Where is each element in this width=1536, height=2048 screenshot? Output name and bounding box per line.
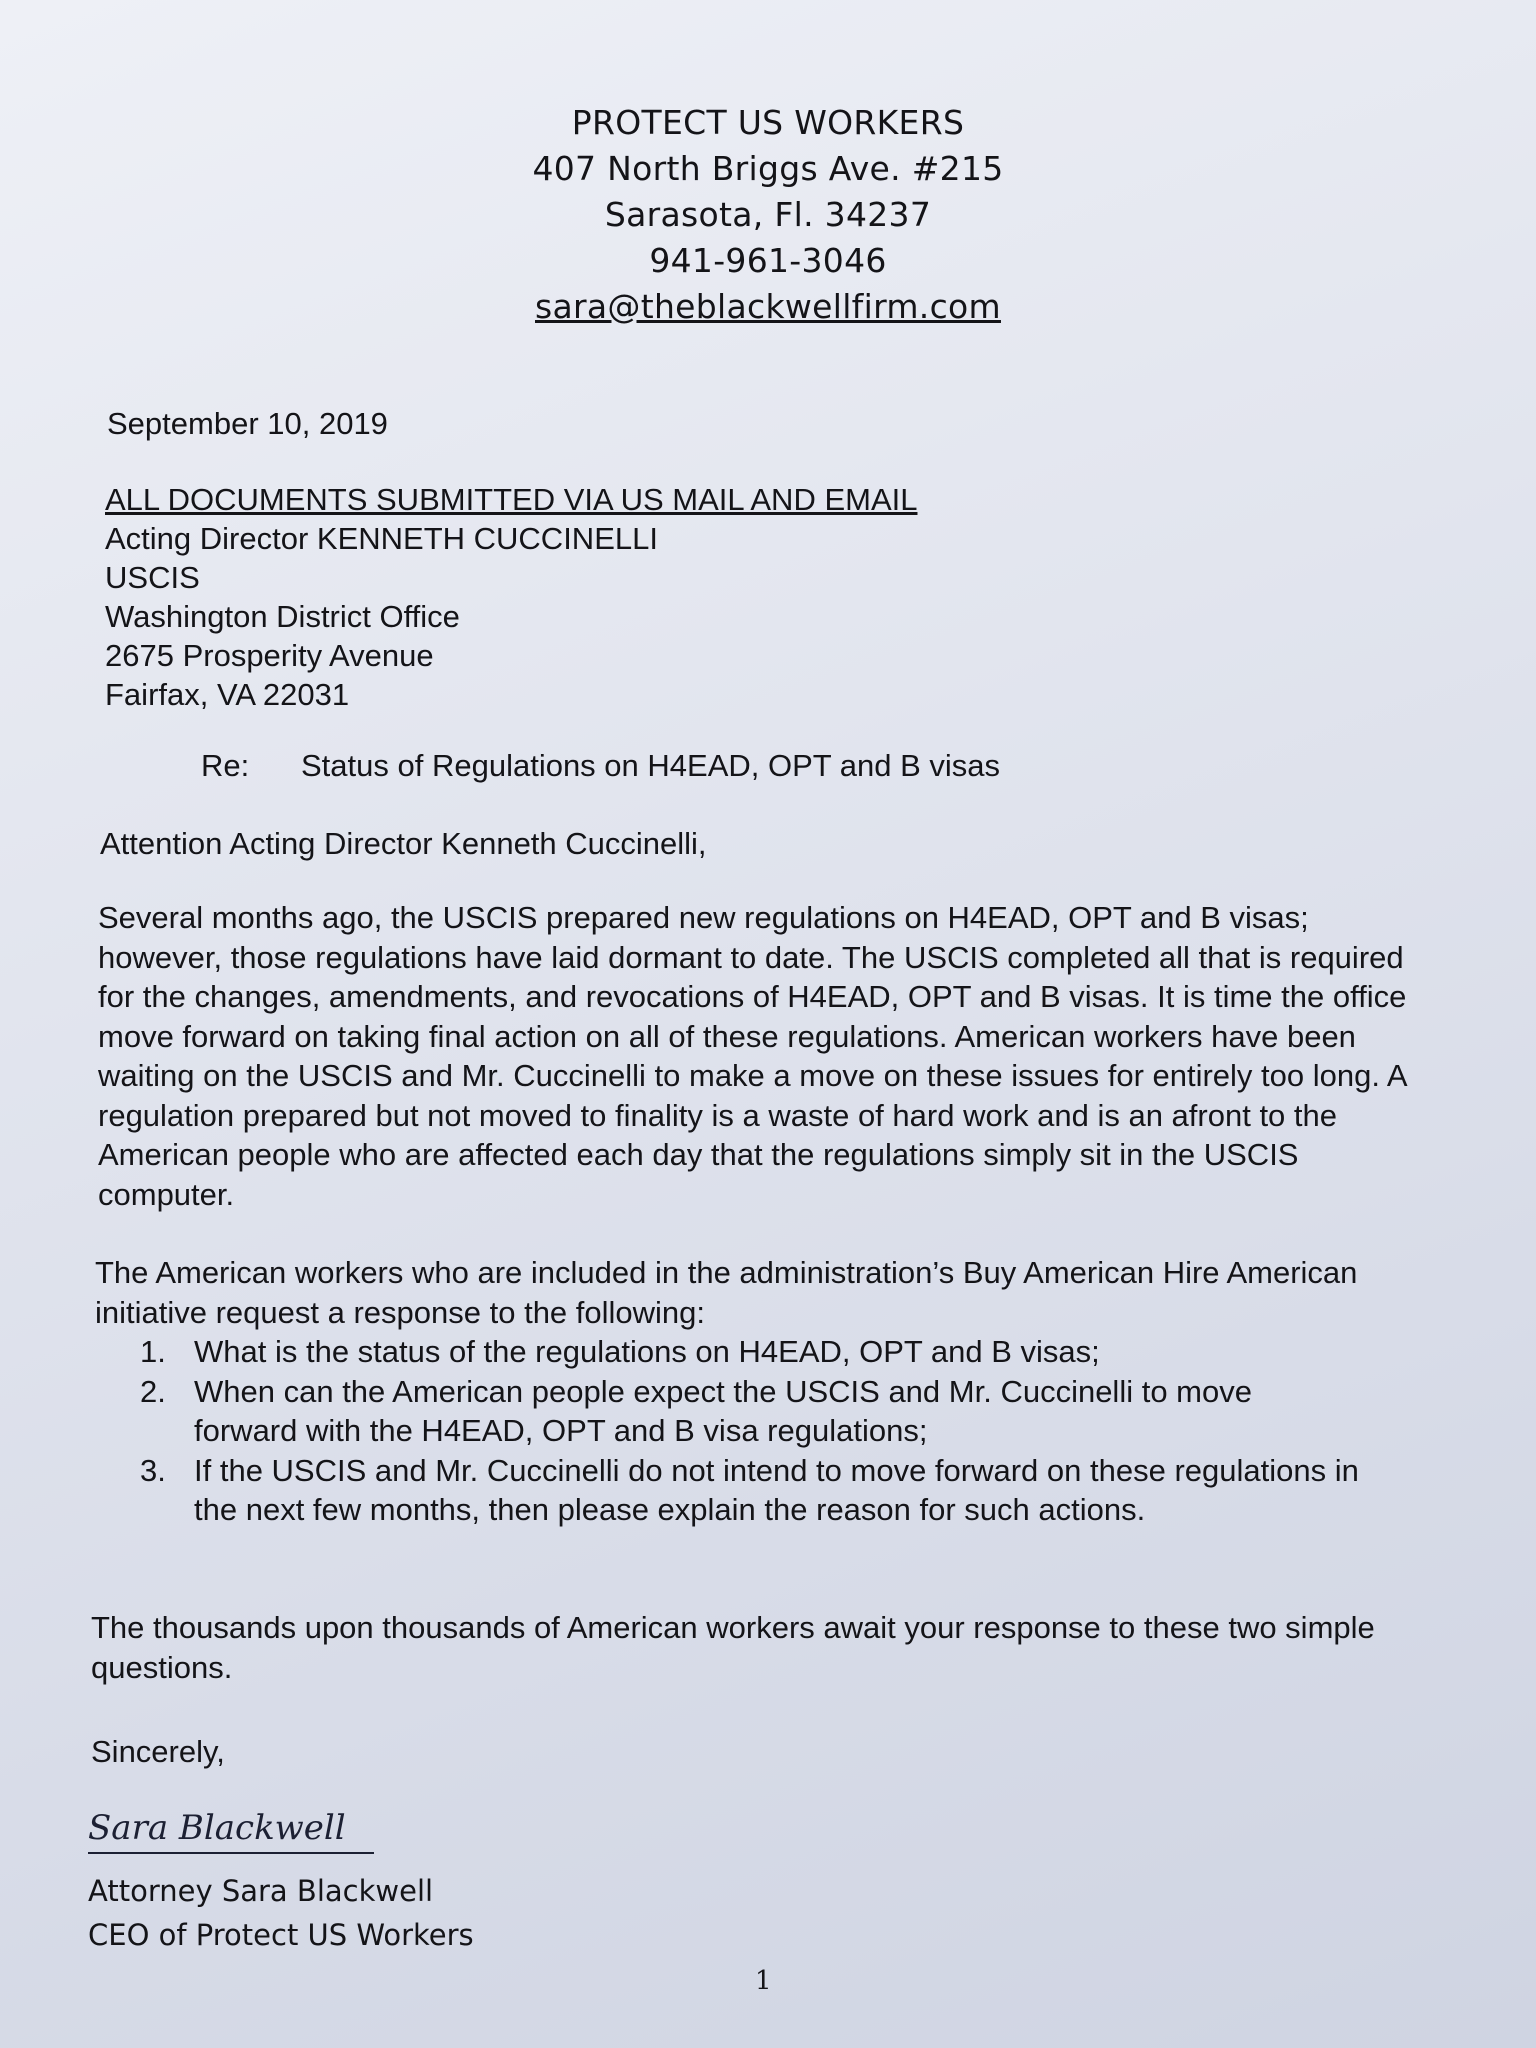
salutation: Attention Acting Director Kenneth Cuccinelli, <box>100 826 707 861</box>
phone-number: 941-961-3046 <box>649 241 887 280</box>
subject-text: Status of Regulations on H4EAD, OPT and B visas <box>301 748 1001 783</box>
request-list <box>140 1332 1360 1530</box>
handwritten-signature: Sara Blackwell <box>88 1808 346 1848</box>
list-item <box>140 1372 1360 1451</box>
submission-note: ALL DOCUMENTS SUBMITTED VIA US MAIL AND EMAIL <box>105 482 918 517</box>
letter-date: September 10, 2019 <box>107 406 388 441</box>
recipient-line: USCIS <box>105 560 200 595</box>
list-item-text: What is the status of the regulations on H4EAD, OPT and B visas; <box>194 1334 1100 1369</box>
email-address: sara@theblackwellfirm.com <box>535 287 1001 326</box>
letterhead <box>0 100 1536 330</box>
signature-underline <box>88 1852 374 1854</box>
list-item-number: 2. <box>140 1373 166 1409</box>
street-address: 407 North Briggs Ave. #215 <box>532 149 1004 188</box>
list-item-number: 3. <box>140 1452 166 1488</box>
list-item <box>140 1332 1360 1372</box>
body-paragraph-3: The thousands upon thousands of American workers await your response to these two simple questions. <box>91 1610 1375 1685</box>
list-item-text: If the USCIS and Mr. Cuccinelli do not intend to move forward on these regulations in the next few months, then please explain the reason for such actions. <box>194 1452 1359 1527</box>
recipient-line: Washington District Office <box>105 599 460 634</box>
list-item-text: When can the American people expect the USCIS and Mr. Cuccinelli to move forward with the H4EAD, OPT and B visa regulations; <box>194 1373 1252 1448</box>
signer-title: CEO of Protect US Workers <box>88 1918 474 1952</box>
body-paragraph-1: Several months ago, the USCIS prepared new regulations on H4EAD, OPT and B visas; however, those regulations have laid dormant to date. The USCIS completed all that is required for the changes, amendments, and revocations of H4EAD, OPT and B visas. It is time the office move forward on taking final action on all of these regulations. American workers have been waiting on the USCIS and Mr. Cuccinelli to make a move on these issues for entirely too long. A regulation prepared but not moved to finality is a waste of hard work and is an afront to the American people who are affected each day that the regulations simply sit in the USCIS computer. <box>98 900 1407 1212</box>
page-number: 1 <box>755 1966 772 1996</box>
recipient-address <box>105 480 917 714</box>
subject-label: Re: <box>201 748 250 783</box>
organization-name: PROTECT US WORKERS <box>571 103 965 142</box>
subject-line <box>201 748 1000 784</box>
signer-name: Attorney Sara Blackwell <box>88 1874 434 1908</box>
city-state-zip: Sarasota, Fl. 34237 <box>604 195 932 234</box>
body-paragraph-2: The American workers who are included in the administration’s Buy American Hire American initiative request a response to the following: <box>95 1255 1358 1330</box>
list-item <box>140 1451 1360 1530</box>
recipient-line: 2675 Prosperity Avenue <box>105 638 434 673</box>
closing: Sincerely, <box>91 1734 225 1769</box>
recipient-line: Acting Director KENNETH CUCCINELLI <box>105 521 658 556</box>
recipient-line: Fairfax, VA 22031 <box>105 677 350 712</box>
list-item-number: 1. <box>140 1334 166 1369</box>
